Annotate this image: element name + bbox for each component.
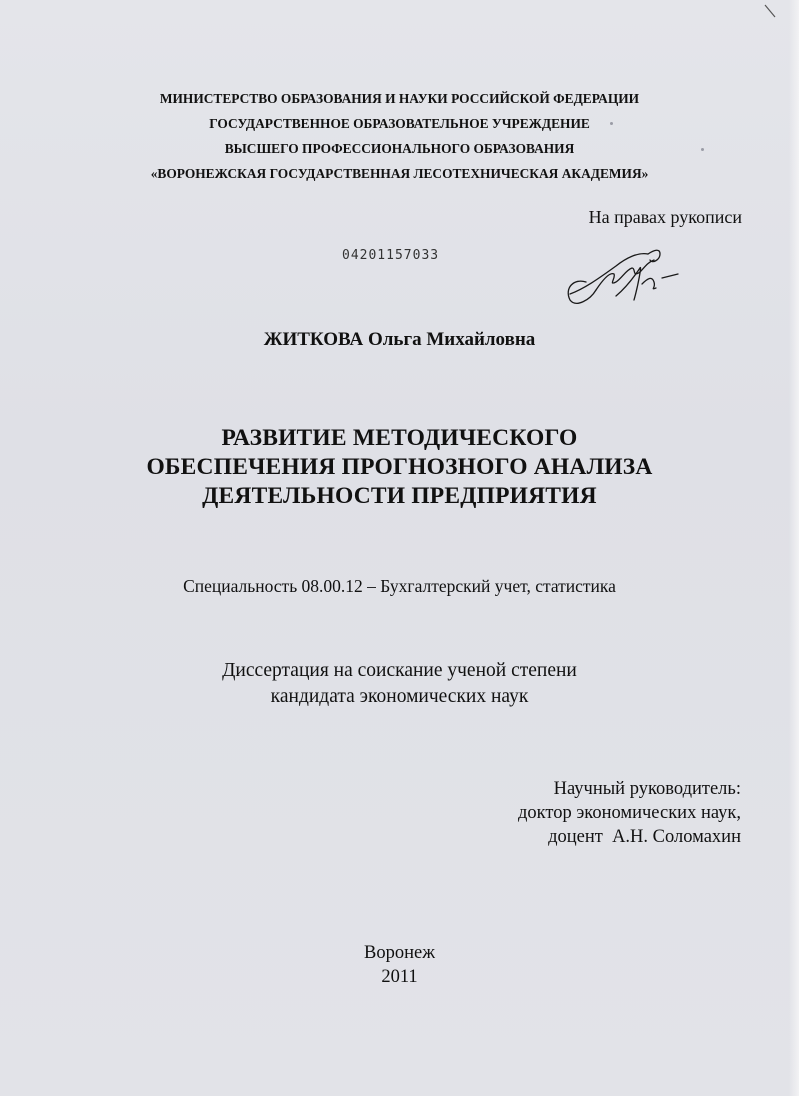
scientific-advisor: [518, 777, 741, 849]
advisor-name: доцент А.Н. Соломахин: [548, 827, 741, 847]
author-signature: [556, 238, 686, 310]
title-line: ОБЕСПЕЧЕНИЯ ПРОГНОЗНОГО АНАЛИЗА: [146, 454, 653, 480]
education-level-line: ВЫСШЕГО ПРОФЕССИОНАЛЬНОГО ОБРАЗОВАНИЯ: [224, 141, 575, 156]
degree-line: Диссертация на соискание ученой степени: [222, 660, 577, 681]
institution-type-line: ГОСУДАРСТВЕННОЕ ОБРАЗОВАТЕЛЬНОЕ УЧРЕЖДЕНИЕ: [209, 116, 590, 131]
ministry-line: МИНИСТЕРСТВО ОБРАЗОВАНИЯ И НАУКИ РОССИЙСКОЙ ФЕДЕРАЦИИ: [159, 91, 640, 106]
advisor-label: Научный руководитель:: [553, 779, 741, 799]
catalog-code: 04201157033: [342, 248, 440, 263]
specialty: Специальность 08.00.12 – Бухгалтерский учет, статистика: [183, 576, 616, 596]
author-name: ЖИТКОВА Ольга Михайловна: [263, 329, 536, 350]
dissertation-title: [0, 424, 799, 511]
ministry-header: [0, 86, 799, 186]
title-line: РАЗВИТИЕ МЕТОДИЧЕСКОГО: [221, 425, 578, 451]
city-year: [0, 941, 799, 989]
advisor-degree: доктор экономических наук,: [517, 803, 741, 823]
academy-name-line: «ВОРОНЕЖСКАЯ ГОСУДАРСТВЕННАЯ ЛЕСОТЕХНИЧЕСКАЯ АКАДЕМИЯ»: [150, 166, 649, 181]
city: Воронеж: [364, 943, 435, 963]
title-line: ДЕЯТЕЛЬНОСТИ ПРЕДПРИЯТИЯ: [202, 483, 597, 509]
year: 2011: [381, 967, 418, 987]
dissertation-degree: [0, 658, 799, 710]
manuscript-note: На правах рукописи: [588, 207, 742, 227]
corner-mark-icon: [763, 4, 777, 18]
degree-line: кандидата экономических наук: [270, 686, 529, 707]
